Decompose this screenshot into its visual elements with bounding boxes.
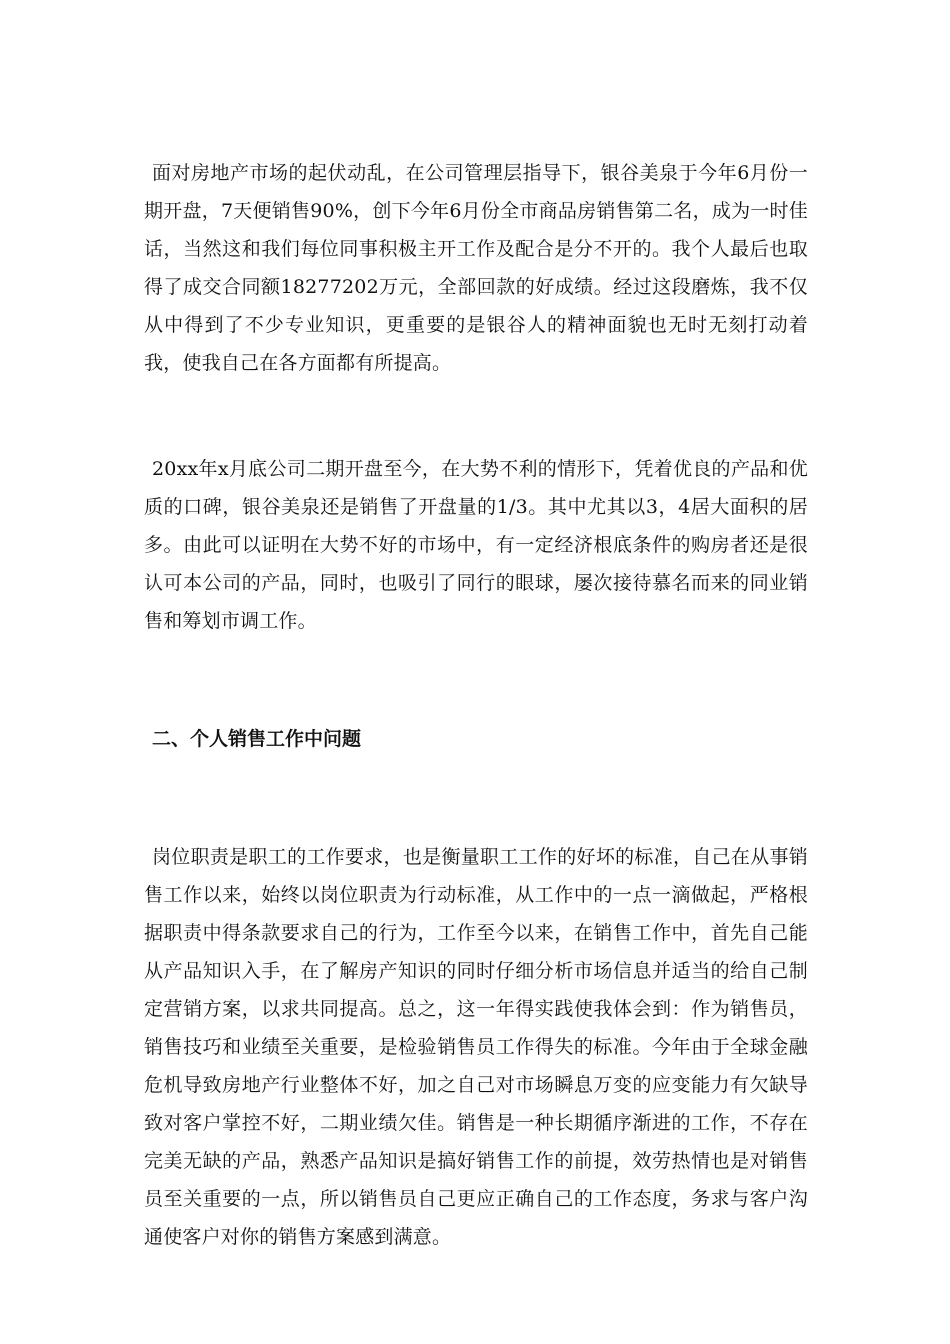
document-page [144,150,808,1256]
paragraph-project-sales: 面对房地产市场的起伏动乱，在公司管理层指导下，银谷美泉于今年6月份一期开盘，7天便销售90%，创下今年6月份全市商品房销售第二名，成为一时佳话，当然这和我们每位同事积极主开工作及配合是分不开的。我个人最后也取得了成交合同额18277202万元，全部回款的好成绩。经过这段磨炼，我不仅从中得到了不少专业知识，更重要的是银谷人的精神面貌也无时无刻打动着我，使我自己在各方面都有所提高。 [144,162,808,374]
paragraph-phase-two-sales: 20xx年x月底公司二期开盘至今，在大势不利的情形下，凭着优良的产品和优质的口碑，银谷美泉还是销售了开盘量的1/3。其中尤其以3，4居大面积的居多。由此可以证明在大势不好的市场中，有一定经济根底条件的购房者还是很认可本公司的产品，同时，也吸引了同行的眼球，屡次接待慕名而来的同业销售和筹划市调工作。 [144,458,808,632]
section-heading: 二、个人销售工作中问题 [152,728,362,750]
paragraph-job-duties: 岗位职责是职工的工作要求，也是衡量职工工作的好坏的标准，自己在从事销售工作以来，始终以岗位职责为行动标准，从工作中的一点一滴做起，严格根据职责中得条款要求自己的行为，工作至今以来，在销售工作中，首先自己能从产品知识入手，在了解房产知识的同时仔细分析市场信息并适当的给自己制定营销方案，以求共同提高。总之，这一年得实践使我体会到：作为销售员，销售技巧和业绩至关重要，是检验销售员工作得失的标准。今年由于全球金融危机导致房地产行业整体不好，加之自己对市场瞬息万变的应变能力有欠缺导致对客户掌控不好，二期业绩欠佳。销售是一种长期循序渐进的工作，不存在完美无缺的产品，熟悉产品知识是搞好销售工作的前提，效劳热情也是对销售员至关重要的一点，所以销售员自己更应正确自己的工作态度，务求与客户沟通使客户对你的销售方案感到满意。 [144,846,808,1248]
